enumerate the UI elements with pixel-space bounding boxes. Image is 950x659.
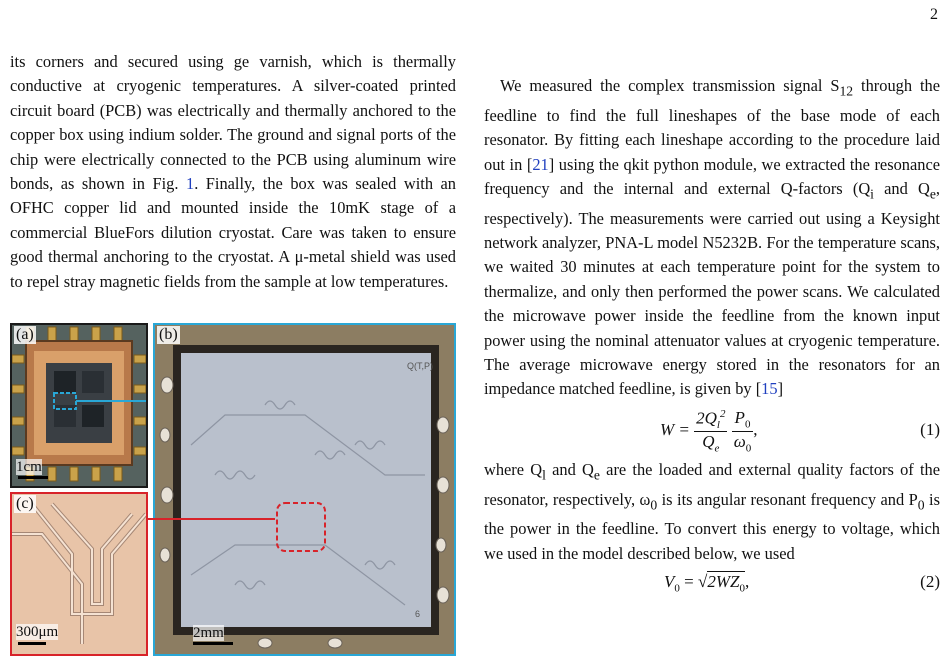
eq2-lhs-sub: 0 bbox=[674, 582, 680, 595]
equation-2 bbox=[484, 566, 940, 596]
chip-label-text: Q(T,P) bbox=[407, 361, 433, 371]
eq2-sqrt-text: 2WZ bbox=[707, 572, 740, 592]
left-text-1: its corners and secured using ge varnish, which is thermally conductive at cryogenic temperatures. A silver-coated printed circuit board (PCB) was electrically and thermally anchored to the copper box using indium solder. The ground and signal ports of the chip were electrically connected to the PCB using aluminum wire bonds, as shown in Fig. bbox=[10, 52, 456, 194]
eq2-equals: = bbox=[679, 572, 698, 592]
sqrt-sign-icon: √ bbox=[697, 572, 708, 592]
p0-subscript: 0 bbox=[917, 496, 925, 512]
eq1-num-sup: 2 bbox=[719, 407, 726, 420]
text-qfactors: ] using the qkit python module, we extracted the resonance frequency and the internal and external Q-factors (Q bbox=[484, 154, 940, 198]
panel-c-scale-bar bbox=[18, 642, 46, 645]
equation-1-number: (1) bbox=[920, 419, 940, 439]
chip-photo bbox=[155, 325, 454, 654]
eq1-lhs: W = bbox=[660, 419, 690, 439]
panel-c-scale-label: 300μm bbox=[16, 624, 59, 640]
w0-subscript: 0 bbox=[650, 496, 658, 512]
text-s12-intro: We measured the complex transmission signal S bbox=[500, 76, 840, 95]
eq1-frac-p-den bbox=[732, 432, 754, 454]
text-angular: is its angular resonant frequency and P bbox=[657, 489, 918, 509]
panel-b-scale-label: 2mm bbox=[193, 625, 224, 641]
measurement-paragraph bbox=[484, 74, 940, 402]
eq2-sqrt-body bbox=[707, 571, 745, 595]
figure-ref-link[interactable]: 1 bbox=[185, 174, 195, 194]
eq2-sqrt-sub: 0 bbox=[739, 582, 745, 595]
qe2-subscript: e bbox=[593, 467, 600, 483]
right-column bbox=[484, 50, 940, 596]
chip-corner-mark: 6 bbox=[415, 609, 421, 619]
left-paragraph bbox=[10, 50, 456, 294]
qe-subscript: e bbox=[929, 186, 936, 202]
eq1-tail: , bbox=[753, 419, 758, 439]
citation-15-link[interactable]: 15 bbox=[761, 379, 778, 399]
eq1-num2-text: P bbox=[734, 408, 745, 428]
citation-21-link[interactable]: 21 bbox=[532, 154, 549, 174]
equation-2-body bbox=[664, 572, 749, 594]
eq1-den-sub: e bbox=[714, 442, 720, 455]
eq1-frac-q-den bbox=[694, 432, 727, 454]
ql-subscript: l bbox=[542, 467, 546, 483]
eq1-den2-text: ω bbox=[733, 431, 746, 451]
panel-c-connector-line bbox=[148, 518, 275, 520]
quality-factor-paragraph bbox=[484, 458, 940, 566]
eq1-num-sub: l bbox=[716, 418, 720, 431]
eq1-frac-p bbox=[732, 408, 754, 454]
page-number: 2 bbox=[930, 6, 938, 23]
panel-a-scale-bar bbox=[18, 476, 48, 479]
panel-a-photo bbox=[10, 323, 148, 488]
text-measurements: , respectively). The measurements were carried out using a Keysight network analyzer, PNA-L model N5232B. For the temperature scans, we waited 30 minutes at each temperature point for the system to thermalize, and only then performed the power scans. We calculated the microwave power inside the feedline from the known input power using the nominal attenuator values at cryogenic temperature. The average microwave energy stored in the resonators for an impedance matched feedline, is given by [ bbox=[484, 178, 941, 399]
text-procedure: through the feedline to find the full lineshapes of the base mode of each resonator. By fitting each lineshape according to the procedure laid out in [ bbox=[484, 76, 940, 174]
eq1-frac-q bbox=[694, 408, 727, 454]
eq2-tail: , bbox=[744, 572, 750, 592]
text-and-2: and Q bbox=[545, 459, 594, 479]
panel-a-scale-label: 1cm bbox=[16, 459, 42, 475]
qi-subscript: i bbox=[870, 186, 874, 202]
equation-1-body bbox=[660, 408, 758, 454]
equation-1 bbox=[484, 402, 940, 458]
eq1-den-text: Q bbox=[702, 431, 715, 451]
panel-b-photo bbox=[153, 323, 456, 656]
eq2-lhs: V bbox=[664, 572, 675, 592]
panel-c-label: (c) bbox=[16, 495, 34, 512]
equation-2-number: (2) bbox=[920, 572, 940, 592]
panel-a-label: (a) bbox=[16, 326, 34, 343]
eq1-num2-sub: 0 bbox=[744, 418, 751, 431]
text-and: and Q bbox=[873, 178, 930, 198]
s12-subscript: 12 bbox=[839, 83, 854, 99]
eq1-frac-q-num bbox=[694, 408, 727, 432]
panel-c-photo bbox=[10, 492, 148, 656]
text-loaded-external: are the loaded and external quality factors of the resonator, respectively, ω bbox=[484, 459, 940, 509]
eq1-frac-p-num bbox=[732, 408, 754, 431]
text-where: where Q bbox=[484, 459, 543, 479]
figure-1 bbox=[10, 318, 456, 656]
panel-b-scale-bar bbox=[193, 642, 233, 645]
left-column bbox=[10, 50, 456, 294]
eq1-den2-sub: 0 bbox=[745, 441, 752, 454]
text-bracket-close: ] bbox=[777, 379, 784, 399]
left-text-2: . Finally, the box was sealed with an OFHC copper lid and mounted inside the 10mK stage of a commercial BlueFors dilution cryostat. Care was taken to ensure good thermal anchoring to the cryostat. A μ-metal shield was used to repel stray magnetic fields from the sample at low temperatures. bbox=[10, 174, 456, 291]
eq1-num-text: 2Q bbox=[696, 408, 717, 428]
panel-b-label: (b) bbox=[159, 326, 178, 343]
text-convert: is the power in the feedline. To convert this energy to voltage, which we used in the model described below, we used bbox=[484, 489, 940, 563]
